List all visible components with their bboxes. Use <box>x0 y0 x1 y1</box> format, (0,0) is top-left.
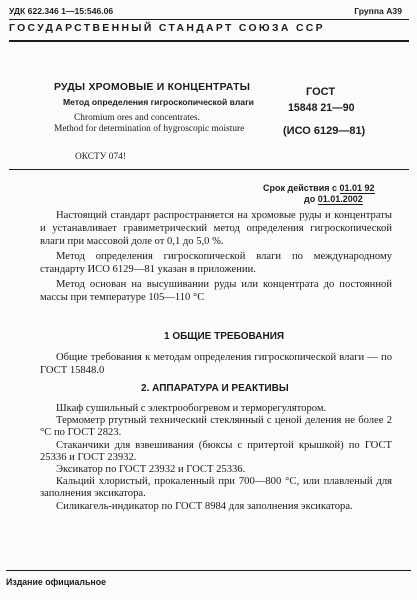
equipment-item: Термометр ртутный технический стеклянный с ценой деления не более 2 °С по ГОСТ 2823. <box>40 415 392 439</box>
group-code: Группа А39 <box>354 6 402 16</box>
equipment-item: Шкаф сушильный с электрообогревом и терморегулятором. <box>56 403 327 414</box>
official-edition-label: Издание официальное <box>6 577 106 587</box>
intro-paragraph-1: Настоящий стандарт распространяется на хромовые руды и концентраты и устанавливает гравиметрический метод определения гигроскопической влаги при массовой доле от 0,1 до 5,0 %. <box>40 210 392 248</box>
state-standard-banner: ГОСУДАРСТВЕННЫЙ СТАНДАРТ СОЮЗА ССР <box>9 23 325 34</box>
equipment-item: Эксикатор по ГОСТ 23932 и ГОСТ 25336. <box>56 464 246 476</box>
equipment-item: Стаканчики для взвешивания (бюксы с притертой крышкой) по ГОСТ 25336 и ГОСТ 23932. <box>40 439 392 463</box>
section-1-text: Общие требования к методам определения гигроскопической влаги — по ГОСТ 15848.0 <box>40 352 392 377</box>
udk-code: УДК 622.346 1—15:546.06 <box>9 6 114 16</box>
header-bottom-rule <box>9 169 409 170</box>
footer-rule <box>6 570 411 571</box>
validity-to <box>304 194 363 204</box>
section-1-heading: 1 ОБЩИЕ ТРЕБОВАНИЯ <box>164 331 285 342</box>
title-english-2: Method for determination of hygroscopic moisture <box>54 124 245 134</box>
document-subtitle: Метод определения гигроскопической влаги <box>63 97 254 107</box>
document-title: РУДЫ ХРОМОВЫЕ И КОНЦЕНТРАТЫ <box>54 82 251 93</box>
banner-rule <box>9 40 409 42</box>
validity-to-date: 01.01.2002 <box>317 194 363 204</box>
gost-number: 15848 21—90 <box>288 102 355 114</box>
top-rule <box>9 19 409 20</box>
title-english-1: Chromium ores and concentrates. <box>74 113 201 123</box>
equipment-item: Силикагель-индикатор по ГОСТ 8984 для заполнения эксикатора. <box>56 500 353 512</box>
iso-reference: (ИСО 6129—81) <box>283 125 366 137</box>
validity-from <box>263 183 375 193</box>
intro-paragraph-3: Метод основан на высушивании руды или концентрата до постоянной массы при температуре 105—110 °С <box>40 279 392 304</box>
okstu-code: ОКСТУ 074! <box>75 152 126 162</box>
validity-from-date: 01.01 92 <box>339 183 375 193</box>
intro-paragraph-2: Метод определения гигроскопической влаги по международному стандарту ИСО 6129—81 указан в приложении. <box>40 251 392 276</box>
equipment-list <box>40 403 392 513</box>
section-2-heading: 2. АППАРАТУРА И РЕАКТИВЫ <box>141 383 289 394</box>
validity-to-label: до <box>304 194 316 204</box>
gost-label: ГОСТ <box>306 86 336 98</box>
validity-label: Срок действия с <box>263 183 337 193</box>
equipment-item: Кальций хлористый, прокаленный при 700—800 °С, или плавленый для заполнения эксикатора. <box>40 476 392 500</box>
